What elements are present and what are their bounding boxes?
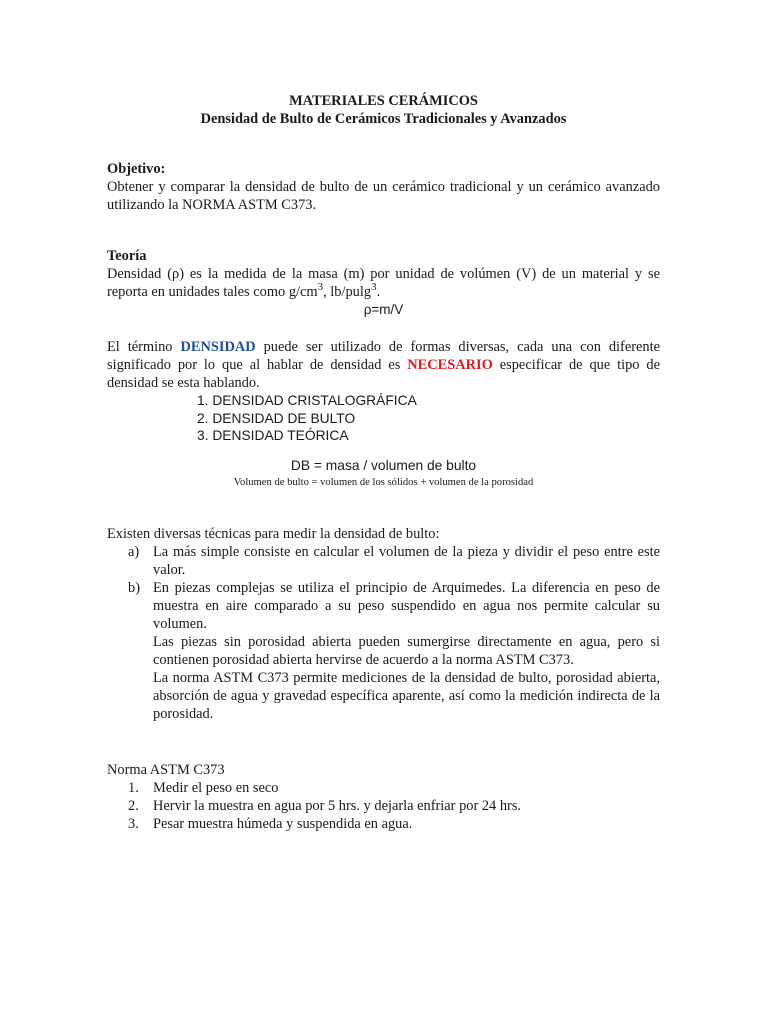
- document-page: [107, 92, 660, 833]
- densidad-type-item: 1. DENSIDAD CRISTALOGRÁFICA: [197, 393, 417, 408]
- definition-sup-2: 3: [371, 281, 377, 294]
- list-marker: b): [128, 579, 140, 596]
- teoria-definition: [107, 265, 660, 301]
- teoria-heading: Teoría: [107, 248, 147, 264]
- definition-sup-1: 3: [317, 281, 324, 294]
- objetivo-heading: Objetivo:: [107, 161, 166, 177]
- termino-text-a: El término: [107, 339, 181, 355]
- densidad-types-list: [107, 392, 660, 445]
- teoria-section: [107, 247, 660, 490]
- termino-text-c: especificar de que tipo de densidad se esta hablando.: [107, 357, 660, 391]
- list-marker: a): [128, 543, 140, 560]
- document-title: MATERIALES CERÁMICOS: [289, 93, 478, 109]
- step-text: Medir el peso en seco: [153, 779, 279, 796]
- list-item: [107, 779, 660, 797]
- densidad-type-item: 3. DENSIDAD TEÓRICA: [197, 428, 349, 443]
- densidad-type-item: 2. DENSIDAD DE BULTO: [197, 410, 356, 426]
- step-text: Hervir la muestra en agua por 5 hrs. y dejarla enfriar por 24 hrs.: [153, 797, 522, 814]
- density-formula: ρ=m/V: [363, 302, 404, 317]
- list-marker: 2.: [128, 797, 139, 814]
- list-item: [107, 797, 660, 815]
- list-item-text: En piezas complejas se utiliza el principio de Arquimedes. La diferencia en peso de muestra en aire comparado a su peso suspendido en agua nos permite calcular su volumen.: [153, 579, 660, 632]
- termino-paragraph: [107, 338, 660, 392]
- list-item-text: La más simple consiste en calcular el volumen de la pieza y dividir el peso entre este valor.: [153, 543, 660, 578]
- necesario-highlight: NECESARIO: [407, 357, 493, 373]
- definition-text-c: .: [376, 284, 381, 300]
- tecnicas-section: [107, 525, 660, 723]
- norma-section: [107, 761, 660, 833]
- objetivo-text: Obtener y comparar la densidad de bulto de un cerámico tradicional y un cerámico avanzado utilizando la NORMA ASTM C373.: [107, 179, 660, 213]
- norma-heading: Norma ASTM C373: [107, 761, 225, 778]
- list-item: [107, 543, 660, 579]
- list-marker: 1.: [128, 779, 139, 796]
- volumen-bulto-formula: Volumen de bulto = volumen de los sólidos + volumen de la porosidad: [233, 476, 534, 488]
- step-text: Pesar muestra húmeda y suspendida en agua.: [153, 815, 413, 832]
- tecnicas-list: [107, 543, 660, 723]
- definition-text-b: , lb/pulg: [323, 284, 372, 300]
- list-item-text: La norma ASTM C373 permite mediciones de la densidad de bulto, porosidad abierta, absorción de agua y gravedad específica aparente, así como la medición indirecta de la porosidad.: [153, 669, 660, 722]
- objetivo-section: [107, 160, 660, 214]
- termino-text-b: puede ser utilizado de formas diversas, cada una con diferente significado por lo que al hablar de densidad es: [107, 339, 660, 373]
- document-subtitle: Densidad de Bulto de Cerámicos Tradicionales y Avanzados: [200, 111, 567, 127]
- list-item-text: Las piezas sin porosidad abierta pueden sumergirse directamente en agua, pero si contienen porosidad abierta hervirse de acuerdo a la norma ASTM C373.: [153, 633, 660, 668]
- norma-steps-list: [107, 779, 660, 833]
- definition-text-a: Densidad (ρ) es la medida de la masa (m) por unidad de volúmen (V) de un material y se reporta en unidades tales como g/cm: [107, 266, 660, 300]
- list-item: [107, 579, 660, 723]
- densidad-highlight: DENSIDAD: [180, 339, 256, 355]
- list-item: [107, 815, 660, 833]
- tecnicas-intro: Existen diversas técnicas para medir la densidad de bulto:: [107, 525, 440, 542]
- list-marker: 3.: [128, 815, 139, 832]
- db-formula: DB = masa / volumen de bulto: [290, 457, 477, 473]
